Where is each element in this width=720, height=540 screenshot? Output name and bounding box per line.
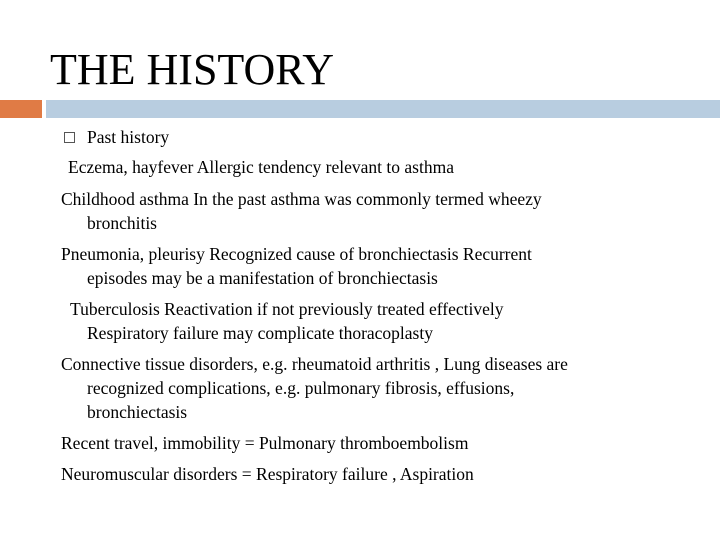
bullet-text: Past history [87,127,170,147]
accent-bar [46,100,720,118]
history-line-eczema: Eczema, hayfever Allergic tendency relevant to asthma [68,157,454,177]
history-line-tuberculosis-cont: Respiratory failure may complicate thoracoplasty [87,323,433,343]
history-line-recent-travel: Recent travel, immobility = Pulmonary thromboembolism [61,433,469,453]
history-line-pneumonia: Pneumonia, pleurisy Recognized cause of bronchiectasis Recurrent [61,244,532,264]
accent-block [0,100,42,118]
history-line-tuberculosis: Tuberculosis Reactivation if not previously treated effectively [70,299,504,319]
history-line-connective-tissue-cont2: bronchiectasis [87,402,188,422]
history-line-neuromuscular: Neuromuscular disorders = Respiratory failure , Aspiration [61,464,474,484]
bullet-square-icon [64,132,75,143]
history-line-childhood-asthma-cont: bronchitis [87,213,157,233]
history-line-connective-tissue-cont: recognized complications, e.g. pulmonary fibrosis, effusions, [87,378,515,398]
slide-title: THE HISTORY [50,45,334,94]
history-line-pneumonia-cont: episodes may be a manifestation of bronchiectasis [87,268,438,288]
history-line-connective-tissue: Connective tissue disorders, e.g. rheumatoid arthritis , Lung diseases are [61,354,568,374]
history-line-childhood-asthma: Childhood asthma In the past asthma was commonly termed wheezy [61,189,542,209]
